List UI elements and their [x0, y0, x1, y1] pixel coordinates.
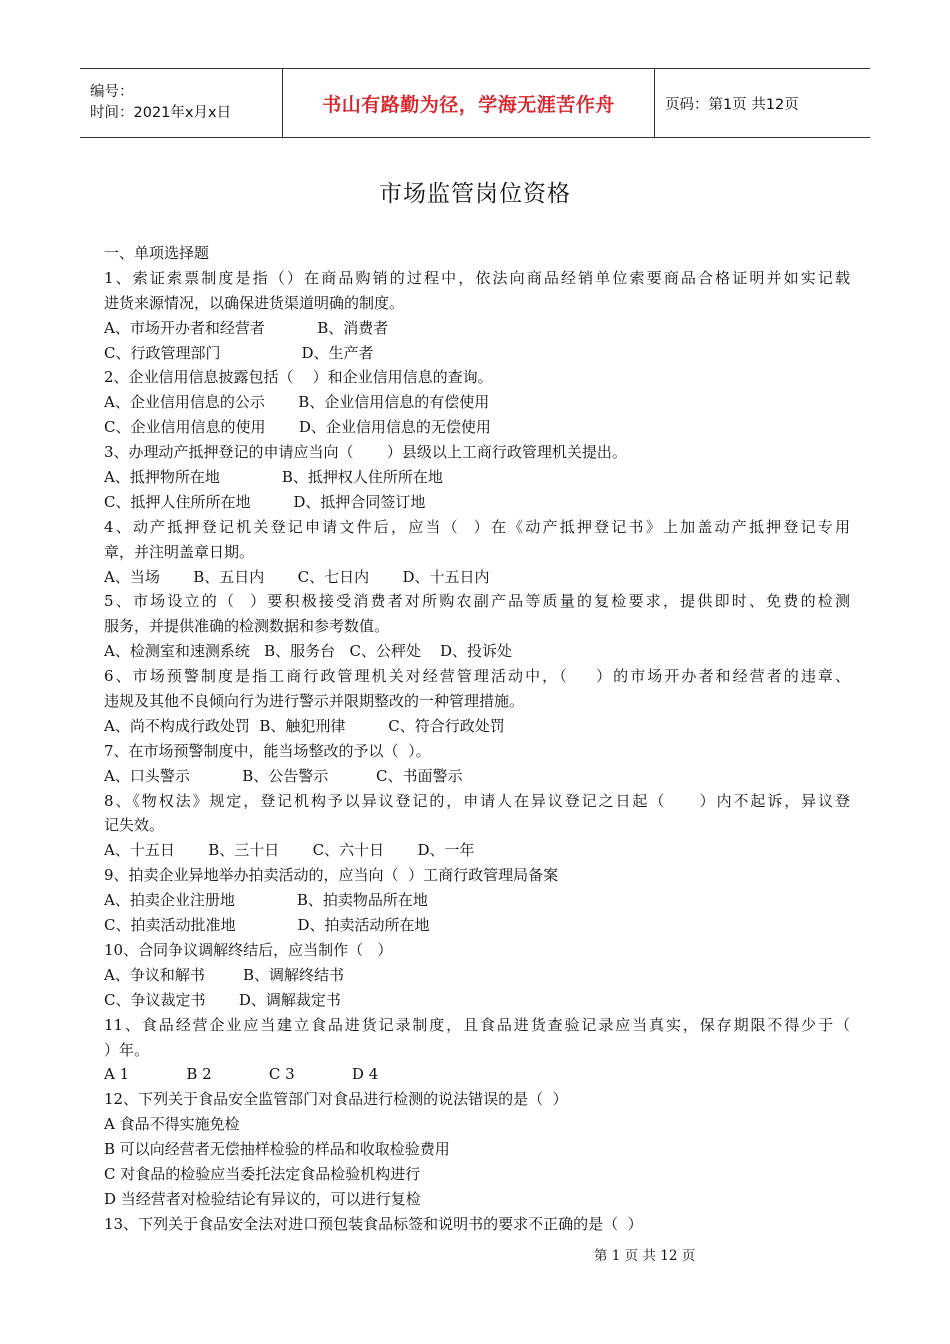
- header-meta: [80, 69, 282, 137]
- text-line: ）年。: [104, 1040, 150, 1059]
- document-number-label: 编号：: [90, 84, 134, 100]
- text-line: A、口头警示 B、公告警示 C、书面警示: [104, 766, 463, 785]
- text-line: 7、在市场预警制度中，能当场整改的予以（ ）。: [104, 741, 431, 760]
- header-motto-cell: [282, 69, 655, 137]
- text-line: 13、下列关于食品安全法对进口预包装食品标签和说明书的要求不正确的是（ ）: [104, 1214, 643, 1233]
- text-line: A、检测室和速测系统 B、服务台 C、公秤处 D、投诉处: [104, 642, 513, 661]
- text-line: A、尚不构成行政处罚 B、触犯刑律 C、符合行政处罚: [104, 716, 505, 735]
- text-line: 一、单项选择题: [104, 244, 210, 262]
- question-list: [104, 241, 850, 1237]
- document-date: 时间：2021年x月x日: [90, 105, 232, 121]
- text-line: A、拍卖企业注册地 B、拍卖物品所在地: [104, 891, 428, 910]
- text-line: 3、办理动产抵押登记的申请应当向（ ）县级以上工商行政管理机关提出。: [104, 443, 627, 462]
- text-line: 记失效。: [104, 816, 165, 835]
- text-line: 8、《物权法》规定，登记机构予以异议登记的，申请人在异议登记之日起（ ）内不起诉，异议登: [104, 791, 850, 810]
- header-page-cell: [655, 69, 870, 137]
- text-line: C、行政管理部门 D、生产者: [104, 343, 374, 362]
- text-line: 11、食品经营企业应当建立食品进货记录制度，且食品进货查验记录应当真实，保存期限不得少于（: [104, 1015, 850, 1034]
- page-footer: 第 1 页 共 12 页: [594, 1248, 696, 1264]
- document-title: 市场监管岗位资格: [379, 181, 571, 207]
- text-line: 6、市场预警制度是指工商行政管理机关对经营管理活动中，（ ）的市场开办者和经营者的违章、: [104, 667, 850, 686]
- text-line: 进货来源情况，以确保进货渠道明确的制度。: [104, 293, 405, 312]
- text-line: 10、合同争议调解终结后，应当制作（ ）: [104, 940, 393, 959]
- text-line: A、争议和解书 B、调解终结书: [104, 965, 345, 984]
- text-line: 12、下列关于食品安全监管部门对食品进行检测的说法错误的是（ ）: [104, 1090, 568, 1109]
- text-line: A 食品不得实施免检: [104, 1115, 240, 1134]
- text-line: A、市场开办者和经营者 B、消费者: [104, 318, 389, 337]
- text-line: C、抵押人住所所在地 D、抵押合同签订地: [104, 492, 426, 511]
- text-line: A、十五日 B、三十日 C、六十日 D、一年: [104, 841, 475, 860]
- text-line: A、当场 B、五日内 C、七日内 D、十五日内: [104, 567, 490, 586]
- text-line: B 可以向经营者无偿抽样检验的样品和收取检验费用: [104, 1140, 450, 1159]
- text-line: 2、企业信用信息披露包括（ ）和企业信用信息的查询。: [104, 368, 493, 387]
- text-line: C 对食品的检验应当委托法定食品检验机构进行: [104, 1164, 421, 1183]
- text-line: 4、动产抵押登记机关登记申请文件后，应当（ ）在《动产抵押登记书》上加盖动产抵押登记专用: [104, 517, 850, 536]
- header-motto: 书山有路勤为径，学海无涯苦作舟: [322, 93, 615, 116]
- header-page-info: 页码：第1页 共12页: [665, 96, 799, 113]
- text-line: C、拍卖活动批准地 D、拍卖活动所在地: [104, 916, 430, 935]
- text-line: D 当经营者对检验结论有异议的，可以进行复检: [104, 1189, 421, 1208]
- text-line: C、争议裁定书 D、调解裁定书: [104, 990, 341, 1009]
- text-line: A、企业信用信息的公示 B、企业信用信息的有偿使用: [104, 393, 490, 412]
- text-line: 5、市场设立的（ ）要积极接受消费者对所购农副产品等质量的复检要求，提供即时、免费的检测: [104, 592, 850, 611]
- text-line: 服务，并提供准确的检测数据和参考数值。: [104, 617, 390, 636]
- text-line: 1、索证索票制度是指（）在商品购销的过程中，依法向商品经销单位索要商品合格证明并如实记载: [104, 268, 850, 287]
- text-line: 9、拍卖企业异地举办拍卖活动的，应当向（ ）工商行政管理局备案: [104, 866, 559, 885]
- text-line: A、抵押物所在地 B、抵押权人住所所在地: [104, 468, 443, 487]
- text-line: 违规及其他不良倾向行为进行警示并限期整改的一种管理措施。: [104, 692, 525, 711]
- page-header: [80, 68, 870, 138]
- text-line: C、企业信用信息的使用 D、企业信用信息的无偿使用: [104, 418, 491, 437]
- text-line: A 1 B 2 C 3 D 4: [104, 1065, 379, 1084]
- text-line: 章，并注明盖章日期。: [104, 542, 255, 561]
